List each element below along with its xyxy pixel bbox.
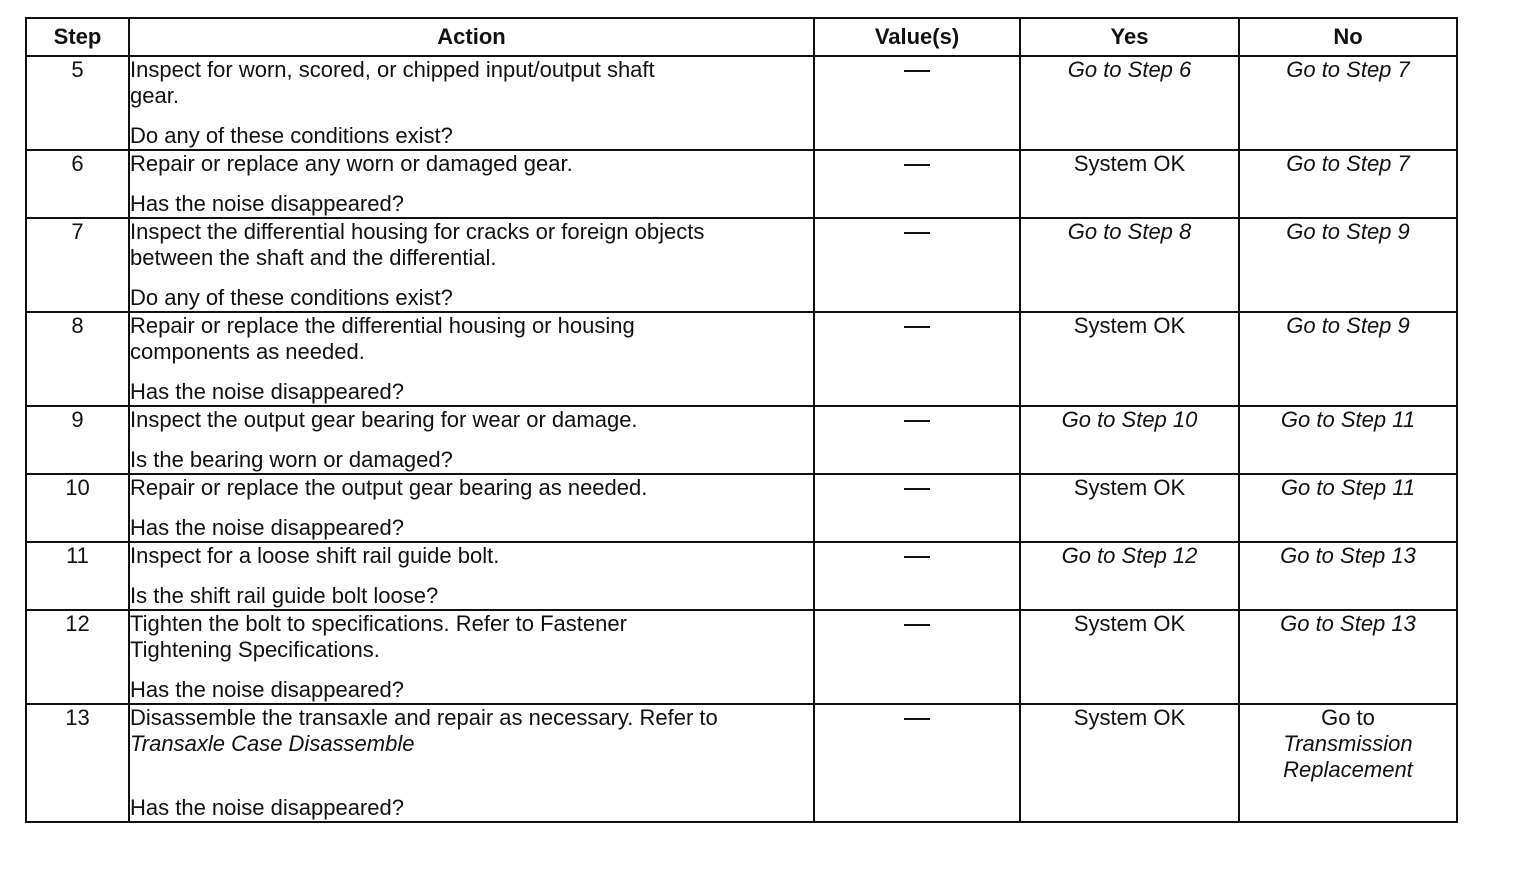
no-cell <box>1239 610 1457 704</box>
yes-result: Go to Step 6 <box>1067 57 1192 82</box>
no-result: Go to Step 13 <box>1280 543 1416 568</box>
step-number: 11 <box>26 542 129 610</box>
action-cell <box>129 150 814 218</box>
yes-result: System OK <box>1073 151 1186 176</box>
no-cell <box>1239 704 1457 822</box>
table-row <box>26 312 1457 406</box>
value-dash <box>904 232 930 234</box>
action-question: Do any of these conditions exist? <box>130 123 453 148</box>
no-result: Go to Step 13 <box>1280 611 1416 636</box>
yes-result: Go to Step 10 <box>1061 407 1198 432</box>
value-cell <box>814 542 1020 610</box>
action-question: Has the noise disappeared? <box>130 677 404 702</box>
table-row <box>26 218 1457 312</box>
action-text: Tighten the bolt to specifications. Refer to Fastener Tightening Specifications. <box>130 611 627 662</box>
yes-result: Go to Step 12 <box>1061 543 1198 568</box>
header-values: Value(s) <box>814 18 1020 56</box>
action-question: Has the noise disappeared? <box>130 379 404 404</box>
action-cell <box>129 406 814 474</box>
action-text: Repair or replace the differential housing or housing components as needed. <box>130 313 635 364</box>
no-cell <box>1239 150 1457 218</box>
step-number: 8 <box>26 312 129 406</box>
step-number: 13 <box>26 704 129 822</box>
step-number: 12 <box>26 610 129 704</box>
no-result: Transmission Replacement <box>1283 731 1413 782</box>
no-cell <box>1239 542 1457 610</box>
action-cell <box>129 542 814 610</box>
yes-cell <box>1020 150 1239 218</box>
value-dash <box>904 164 930 166</box>
no-cell <box>1239 56 1457 150</box>
no-result: Go to Step 7 <box>1286 57 1410 82</box>
value-cell <box>814 218 1020 312</box>
yes-result: System OK <box>1073 611 1186 636</box>
action-question: Is the shift rail guide bolt loose? <box>130 583 439 608</box>
yes-result: Go to Step 8 <box>1067 219 1192 244</box>
yes-cell <box>1020 474 1239 542</box>
action-text-main: Disassemble the transaxle and repair as necessary. Refer to <box>130 705 718 730</box>
table-row <box>26 610 1457 704</box>
no-cell <box>1239 406 1457 474</box>
action-cell <box>129 56 814 150</box>
yes-cell <box>1020 610 1239 704</box>
action-cell <box>129 312 814 406</box>
value-cell <box>814 312 1020 406</box>
yes-cell <box>1020 542 1239 610</box>
action-cell <box>129 704 814 822</box>
value-dash <box>904 326 930 328</box>
step-number: 10 <box>26 474 129 542</box>
value-dash <box>904 488 930 490</box>
no-result-block <box>1240 705 1456 783</box>
no-result: Go to Step 7 <box>1286 151 1410 176</box>
action-reference: Transaxle Case Disassemble <box>130 731 415 756</box>
value-dash <box>904 624 930 626</box>
action-text: Inspect the output gear bearing for wear or damage. <box>130 407 638 432</box>
value-cell <box>814 474 1020 542</box>
no-cell <box>1239 312 1457 406</box>
table-row <box>26 406 1457 474</box>
no-result: Go to Step 9 <box>1286 313 1410 338</box>
action-text: Repair or replace the output gear bearing as needed. <box>130 475 648 500</box>
table-row <box>26 704 1457 822</box>
no-result-prefix: Go to <box>1321 705 1375 730</box>
value-cell <box>814 150 1020 218</box>
yes-result: System OK <box>1073 313 1186 338</box>
yes-result: System OK <box>1073 475 1186 500</box>
action-text: Repair or replace any worn or damaged gear. <box>130 151 573 176</box>
header-yes: Yes <box>1020 18 1239 56</box>
yes-cell <box>1020 406 1239 474</box>
yes-cell <box>1020 56 1239 150</box>
value-cell <box>814 406 1020 474</box>
action-cell <box>129 218 814 312</box>
yes-cell <box>1020 312 1239 406</box>
action-question: Has the noise disappeared? <box>130 191 404 216</box>
header-action: Action <box>129 18 814 56</box>
header-no: No <box>1239 18 1457 56</box>
action-question: Is the bearing worn or damaged? <box>130 447 453 472</box>
yes-cell <box>1020 218 1239 312</box>
header-row <box>26 18 1457 56</box>
action-question: Has the noise disappeared? <box>130 795 404 820</box>
value-cell <box>814 610 1020 704</box>
header-step: Step <box>26 18 129 56</box>
value-cell <box>814 56 1020 150</box>
action-question: Has the noise disappeared? <box>130 515 404 540</box>
diagnostic-table <box>25 17 1458 823</box>
action-cell <box>129 474 814 542</box>
action-text: Inspect the differential housing for cracks or foreign objects between the shaft and the differential. <box>130 219 705 270</box>
value-dash <box>904 420 930 422</box>
action-cell <box>129 610 814 704</box>
no-result: Go to Step 11 <box>1280 407 1416 432</box>
action-text: Inspect for a loose shift rail guide bolt. <box>130 543 500 568</box>
value-dash <box>904 718 930 720</box>
step-number: 5 <box>26 56 129 150</box>
yes-result: System OK <box>1073 705 1186 730</box>
value-cell <box>814 704 1020 822</box>
no-result: Go to Step 9 <box>1286 219 1410 244</box>
no-cell <box>1239 218 1457 312</box>
step-number: 7 <box>26 218 129 312</box>
value-dash <box>904 556 930 558</box>
action-text: Inspect for worn, scored, or chipped input/output shaft gear. <box>130 57 655 108</box>
table-row <box>26 150 1457 218</box>
yes-cell <box>1020 704 1239 822</box>
action-question: Do any of these conditions exist? <box>130 285 453 310</box>
step-number: 6 <box>26 150 129 218</box>
table-row <box>26 56 1457 150</box>
action-text <box>130 705 790 757</box>
step-number: 9 <box>26 406 129 474</box>
value-dash <box>904 70 930 72</box>
no-cell <box>1239 474 1457 542</box>
table-row <box>26 542 1457 610</box>
table-row <box>26 474 1457 542</box>
no-result: Go to Step 11 <box>1280 475 1416 500</box>
